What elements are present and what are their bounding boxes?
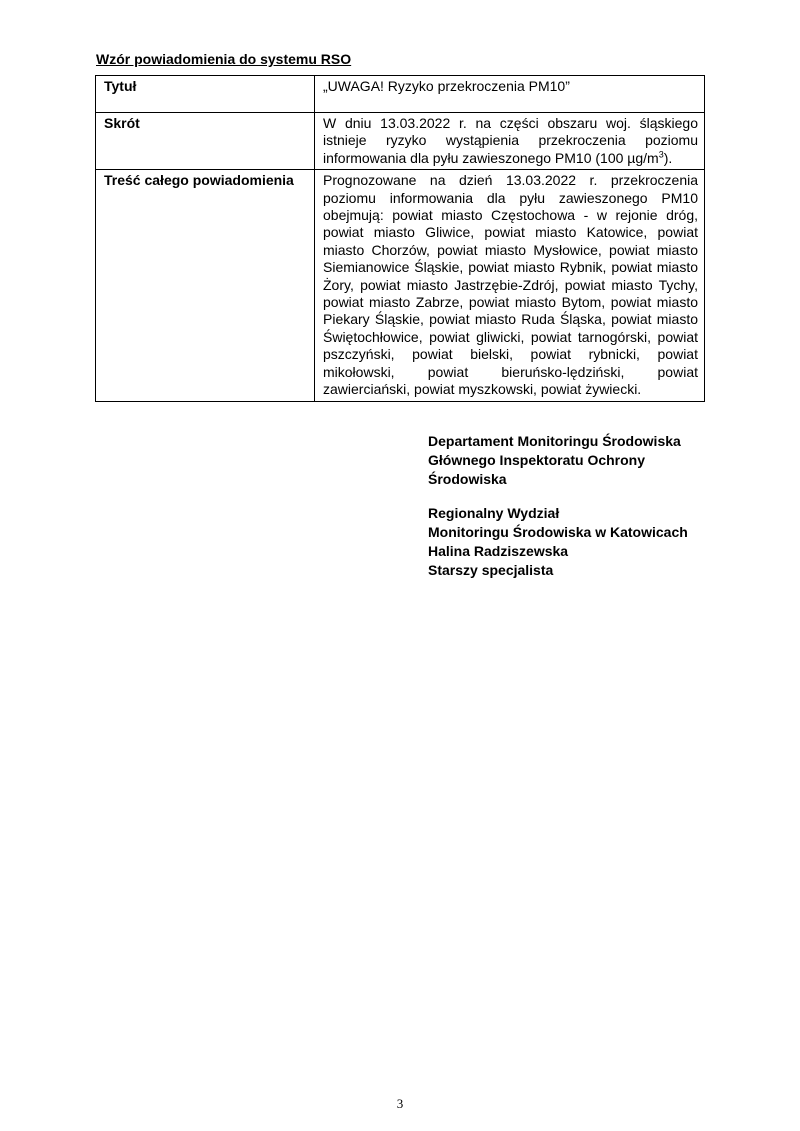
summary-label: Skrót (96, 113, 315, 170)
department-line: Głównego Inspektoratu Ochrony (428, 452, 646, 468)
title-value: „UWAGA! Ryzyko przekroczenia PM10” (315, 76, 705, 113)
content-value: Prognozowane na dzień 13.03.2022 r. przekroczenia poziomu informowania dla pyłu zawieszonego PM10 obejmują: powiat miasto Częstochowa - w rejonie dróg, powiat miasto Gliwice, powiat miasto Katowice, powiat miasto Chorzów, powiat miasto Mysłowice, powiat miasto Siemianowice Śląskie, powiat miasto Rybnik, powiat miasto Żory, powiat miasto Jastrzębie-Zdrój, powiat miasto Tychy, powiat miasto Zabrze, powiat miasto Bytom, powiat miasto Piekary Śląskie, powiat miasto Ruda Śląska, powiat miasto Świętochłowice, powiat gliwicki, powiat tarnogórski, powiat pszczyński, powiat bielski, powiat rybnicki, powiat mikołowski, powiat bieruńsko-lędziński, powiat zawierciański, powiat myszkowski, powiat żywiecki. (315, 170, 705, 401)
department-name (428, 432, 688, 489)
table-row-title (96, 76, 705, 113)
summary-text: W dniu 13.03.2022 r. na części obszaru woj. śląskiego istnieje ryzyko wystąpienia przekroczenia poziomu informowania dla pyłu zawieszonego PM10 (100 µg/m (323, 115, 698, 166)
person-role: Starszy specjalista (428, 562, 554, 578)
table-row-content (96, 170, 705, 401)
person-name: Halina Radziszewska (428, 543, 569, 559)
table-row-summary (96, 113, 705, 170)
department-line: Środowiska (428, 471, 507, 487)
signature-spacer (428, 489, 688, 504)
summary-unit-exponent: 3 (658, 149, 664, 160)
notification-table (95, 75, 705, 402)
summary-value (315, 113, 705, 170)
unit-line: Regionalny Wydział (428, 505, 560, 521)
department-line: Departament Monitoringu Środowiska (428, 433, 681, 449)
document-heading: Wzór powiadomienia do systemu RSO (96, 51, 352, 67)
summary-text-end: ). (663, 149, 673, 166)
content-label: Treść całego powiadomienia (96, 170, 315, 401)
title-label: Tytuł (96, 76, 315, 113)
page-number: 3 (396, 1096, 404, 1111)
unit-line: Monitoringu Środowiska w Katowicach (428, 524, 688, 540)
unit-name (428, 504, 688, 580)
signature-block (428, 432, 688, 580)
